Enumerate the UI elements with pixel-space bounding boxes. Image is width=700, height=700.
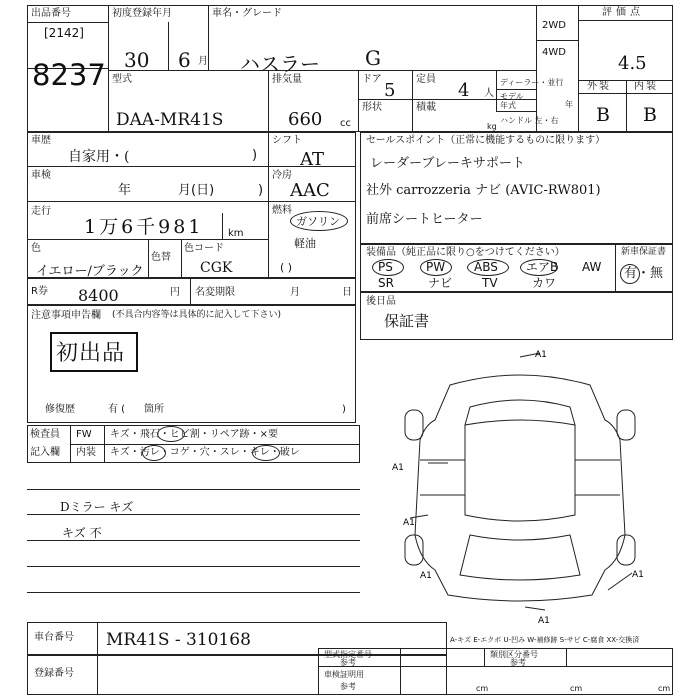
interior-grade: B bbox=[643, 104, 657, 126]
rear-window bbox=[460, 535, 580, 580]
damage-pointer bbox=[608, 573, 632, 590]
divider bbox=[536, 5, 537, 132]
notes-hint: (不具合内容等は具体的に記入して下さい) bbox=[112, 310, 282, 320]
ref-2: 参考 bbox=[510, 658, 526, 667]
first-listing-stamp: 初出品 bbox=[50, 332, 138, 372]
fuel-value: ガソリン bbox=[296, 215, 340, 228]
inspector-row2-head: 内装 bbox=[76, 447, 96, 458]
mileage-value: 1万6千981 bbox=[84, 216, 204, 238]
displacement: 660 bbox=[288, 109, 323, 130]
repair-label: 修復歴 bbox=[45, 404, 75, 415]
divider bbox=[108, 70, 536, 71]
color-value: イエロー/ブラック bbox=[36, 264, 144, 279]
divider bbox=[615, 244, 616, 292]
divider bbox=[27, 22, 108, 23]
damage-mark: A1 bbox=[403, 518, 415, 528]
dealer-label: ディーラー・並行 bbox=[500, 78, 564, 87]
divider bbox=[566, 648, 567, 666]
divider bbox=[27, 201, 268, 202]
rear-left-wheel bbox=[405, 535, 423, 565]
car-damage-diagram bbox=[370, 345, 670, 626]
damage-mark: A1 bbox=[538, 616, 550, 626]
category-number: 類別区分番号 bbox=[490, 650, 538, 659]
rear-right-wheel bbox=[617, 535, 635, 565]
ruled-line bbox=[27, 566, 360, 567]
inspector-row1-head: FW bbox=[76, 429, 92, 440]
lot-number: 8237 bbox=[32, 58, 106, 92]
first-registration-year: 30 bbox=[124, 48, 150, 72]
recycle-unit: 円 bbox=[170, 287, 180, 298]
inspector-label-2: 記入欄 bbox=[30, 447, 60, 458]
recycle-frame bbox=[27, 278, 356, 305]
color-label: 色 bbox=[31, 243, 41, 254]
ref-1: 参考 bbox=[340, 658, 356, 667]
registration-label: 登録番号 bbox=[34, 668, 74, 679]
circled-mark bbox=[157, 426, 185, 442]
year-unit: 年 bbox=[565, 100, 573, 109]
equip-circle bbox=[372, 259, 404, 276]
cm-3: cm bbox=[658, 684, 671, 693]
score: 4.5 bbox=[618, 53, 647, 74]
auction-code: [2142] bbox=[44, 26, 84, 40]
divider bbox=[148, 239, 149, 278]
fuel-paren: ( ) bbox=[280, 261, 293, 274]
damage-pointer bbox=[525, 607, 545, 610]
front-left-wheel bbox=[405, 410, 423, 440]
warranty-label: 新車保証書 bbox=[621, 247, 667, 257]
divider bbox=[496, 111, 536, 112]
handwritten-note-2: キズ 不 bbox=[62, 526, 102, 540]
equip-leather: カワ bbox=[532, 276, 557, 290]
drive-4wd: 4WD bbox=[542, 47, 566, 58]
inspector-label-1: 検査員 bbox=[30, 429, 60, 440]
inspection-year: 年 bbox=[118, 183, 132, 198]
divider bbox=[578, 20, 673, 21]
front-windshield bbox=[465, 400, 575, 425]
divider bbox=[190, 278, 191, 305]
divider bbox=[318, 666, 673, 667]
warranty-value: 有・無 bbox=[624, 266, 664, 281]
title-change-day: 日 bbox=[342, 287, 352, 298]
divider bbox=[70, 444, 360, 445]
inspector-row2-items: キズ・汚レ・コゲ・穴・スレ・キレ・破レ bbox=[110, 447, 300, 458]
shift-value: AT bbox=[300, 149, 325, 170]
lot-label: 出品番号 bbox=[31, 8, 71, 19]
front-right-wheel bbox=[617, 410, 635, 440]
mileage-label: 走行 bbox=[31, 206, 51, 217]
divider bbox=[578, 5, 579, 132]
exterior-grade: B bbox=[596, 104, 610, 126]
title-change-month: 月 bbox=[290, 287, 300, 298]
interior-label: 内装 bbox=[634, 81, 658, 92]
damage-mark: A1 bbox=[392, 463, 404, 473]
cc-unit: cc bbox=[340, 118, 351, 129]
equip-circle bbox=[467, 259, 509, 276]
ref-3: 参考 bbox=[340, 682, 356, 691]
model-label: 型式 bbox=[112, 74, 132, 85]
capacity-label: 定員 bbox=[416, 74, 436, 85]
handle-label: ハンドル 左・右 bbox=[500, 116, 559, 125]
ruled-line bbox=[27, 592, 360, 593]
doors-label: ドア bbox=[362, 74, 382, 85]
damage-legend: A-キズ E-エクボ U-凹み W-補修跡 S-サビ C-腐食 XX-交換済 bbox=[450, 636, 640, 644]
divider bbox=[496, 70, 497, 111]
divider bbox=[268, 132, 269, 278]
aftermarket-label: 後日品 bbox=[366, 296, 396, 307]
equip-ps: PS bbox=[378, 260, 393, 274]
equip-abs: ABS bbox=[474, 260, 498, 274]
mileage-unit: km bbox=[228, 228, 244, 239]
damage-mark: A1 bbox=[535, 350, 547, 360]
color-code: CGK bbox=[200, 260, 233, 276]
warranty-circle bbox=[620, 264, 640, 284]
model-year-label: モデル年式 bbox=[500, 92, 524, 110]
sales-points-label: セールスポイント（正常に機能するものに限ります） bbox=[366, 135, 606, 146]
month-char: 月 bbox=[198, 56, 208, 67]
repair-unit: 箇所 bbox=[144, 404, 164, 415]
model-code: DAA-MR41S bbox=[116, 110, 224, 130]
cm-2: cm bbox=[570, 684, 583, 693]
aftermarket-value: 保証書 bbox=[384, 312, 430, 330]
capacity: 4 bbox=[458, 80, 470, 101]
damage-mark: A1 bbox=[420, 571, 432, 581]
chassis-label: 車台番号 bbox=[34, 632, 74, 643]
load-label: 積載 bbox=[416, 102, 436, 113]
divider bbox=[626, 80, 627, 132]
inspection-month: 月(日) bbox=[178, 183, 215, 198]
drive-2wd: 2WD bbox=[542, 20, 566, 31]
equip-circle bbox=[420, 259, 452, 276]
color-change-label: 色替 bbox=[151, 252, 171, 263]
car-body-outline bbox=[415, 375, 625, 601]
divider bbox=[268, 70, 269, 132]
grade: G bbox=[365, 46, 381, 70]
divider bbox=[484, 648, 485, 666]
first-registration-label: 初度登録年月 bbox=[112, 8, 172, 19]
divider bbox=[536, 40, 578, 41]
divider bbox=[108, 5, 109, 132]
divider bbox=[222, 213, 223, 239]
history-label: 車歴 bbox=[31, 135, 51, 146]
equip-airbag: エアB bbox=[526, 260, 559, 274]
kg-unit: kg bbox=[487, 122, 497, 131]
displacement-label: 排気量 bbox=[272, 74, 302, 85]
recycle-value: 8400 bbox=[78, 286, 119, 305]
divider bbox=[181, 239, 182, 278]
fuel-label: 燃料 bbox=[272, 205, 292, 216]
divider bbox=[358, 70, 359, 132]
repair-close: ) bbox=[342, 404, 346, 415]
color-code-label: 色コード bbox=[184, 243, 224, 254]
ac-value: AAC bbox=[290, 180, 330, 201]
circled-mark bbox=[252, 445, 280, 461]
divider bbox=[168, 22, 169, 70]
equip-aw: AW bbox=[582, 260, 602, 274]
sales-point-2: 社外 carrozzeria ナビ (AVIC-RW801) bbox=[366, 183, 601, 198]
exterior-label: 外装 bbox=[587, 81, 611, 92]
title-change-label: 名変期限 bbox=[195, 287, 235, 298]
equip-pw: PW bbox=[426, 260, 446, 274]
equip-tv: TV bbox=[482, 276, 498, 290]
divider bbox=[400, 648, 401, 695]
inspection-close: ) bbox=[258, 183, 264, 198]
divider bbox=[496, 89, 536, 90]
car-name: ハスラー bbox=[240, 52, 320, 76]
shift-label: シフト bbox=[272, 135, 302, 146]
fuel-circle bbox=[290, 211, 348, 231]
person-unit: 人 bbox=[484, 88, 494, 99]
ruled-line bbox=[27, 489, 360, 490]
circled-mark bbox=[142, 445, 166, 461]
equipment-label: 装備品（純正品に限り○をつけてください） bbox=[366, 247, 565, 258]
inspection-label: 車検 bbox=[31, 170, 51, 181]
car-name-label: 車名・グレード bbox=[212, 8, 282, 19]
type-designation: 型式指定番号 bbox=[324, 650, 372, 659]
history-value: 自家用・( bbox=[68, 149, 130, 165]
sales-point-3: 前席シートヒーター bbox=[366, 212, 483, 227]
recycle-label: R券 bbox=[31, 286, 48, 297]
damage-mark: A1 bbox=[632, 570, 644, 580]
divider bbox=[268, 201, 356, 202]
handwritten-note-1: Dミラー キズ bbox=[60, 500, 134, 514]
first-registration-month: 6 bbox=[178, 48, 191, 72]
cm-1: cm bbox=[476, 684, 489, 693]
history-close: ) bbox=[252, 148, 258, 163]
repair-value: 有 ( bbox=[108, 404, 126, 415]
sales-point-1: レーダーブレーキサポート bbox=[370, 156, 525, 171]
ac-label: 冷房 bbox=[272, 170, 292, 181]
doors: 5 bbox=[384, 80, 396, 101]
notes-label: 注意事項申告欄 bbox=[31, 310, 101, 321]
roof bbox=[465, 425, 575, 521]
divider bbox=[208, 5, 209, 70]
score-label: 評価点 bbox=[602, 7, 644, 18]
equip-sr: SR bbox=[378, 276, 394, 290]
equip-circle bbox=[520, 259, 558, 276]
chassis-value: MR41S - 310168 bbox=[106, 630, 251, 650]
fuel-alt: 軽油 bbox=[294, 237, 316, 250]
shape-label: 形状 bbox=[362, 102, 382, 113]
divider bbox=[412, 70, 413, 132]
inspector-row1-items: キズ・飛石・ヒビ割・リペア跡・×要 bbox=[110, 429, 278, 440]
size-label: 車検証明用 bbox=[324, 670, 364, 679]
equip-navi: ナビ bbox=[428, 276, 453, 290]
